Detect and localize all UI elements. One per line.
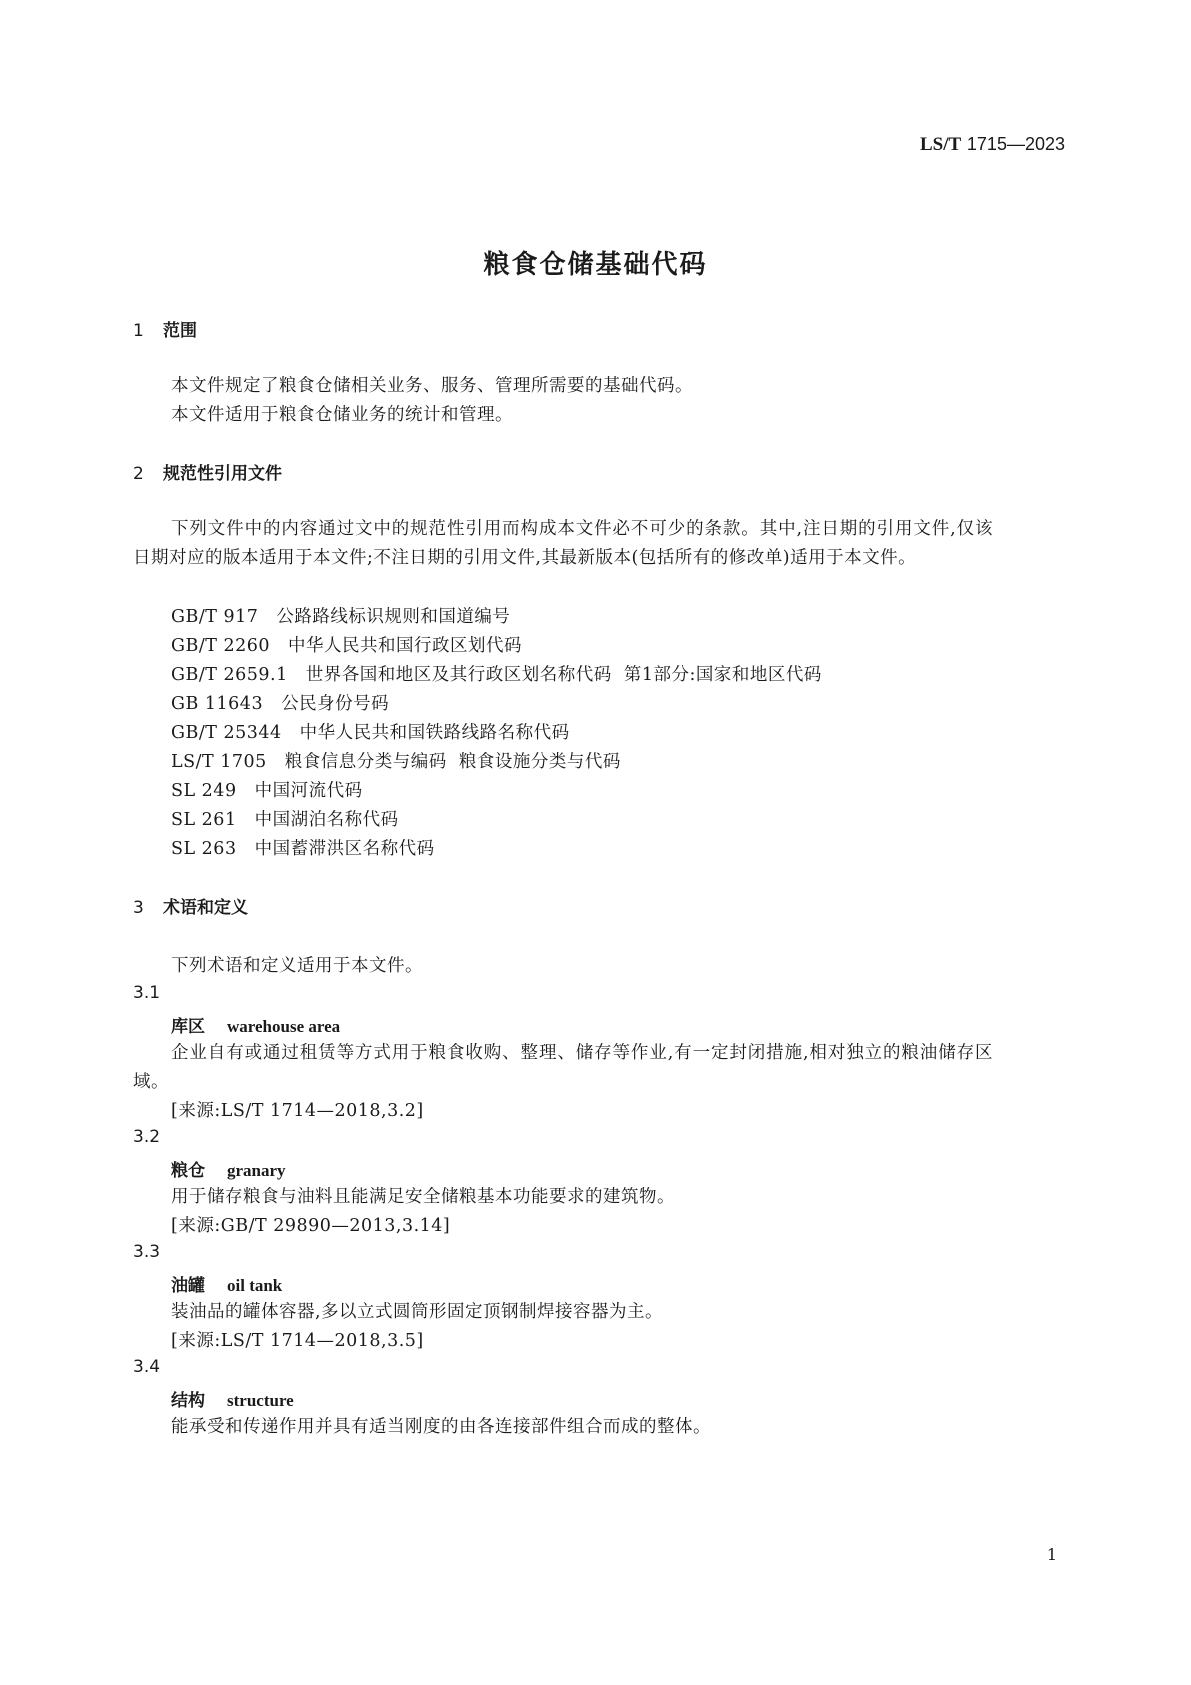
reference-item <box>171 661 822 686</box>
reference-item <box>171 690 389 715</box>
term-en: structure <box>227 1391 294 1410</box>
reference-title: 公民身份号码 <box>281 694 390 714</box>
section-2-heading <box>133 459 282 484</box>
term-heading <box>171 1156 286 1181</box>
term-number: 3.3 <box>133 1242 161 1262</box>
term-number: 3.2 <box>133 1127 161 1147</box>
reference-title: 中华人民共和国铁路线路名称代码 <box>299 723 570 743</box>
term-en: granary <box>227 1161 286 1180</box>
reference-title: 世界各国和地区及其行政区划名称代码 第1部分:国家和地区代码 <box>305 665 822 685</box>
terms-intro: 下列术语和定义适用于本文件。 <box>171 956 423 976</box>
term-zh: 结构 <box>171 1391 205 1411</box>
reference-title: 中国河流代码 <box>254 781 363 801</box>
term-zh: 库区 <box>171 1017 205 1037</box>
term-definition: 装油品的罐体容器,多以立式圆筒形固定顶钢制焊接容器为主。 <box>171 1302 664 1322</box>
reference-item <box>171 719 570 744</box>
section-title: 术语和定义 <box>163 898 248 918</box>
term-zh: 粮仓 <box>171 1161 205 1181</box>
reference-title: 中华人民共和国行政区划代码 <box>288 636 523 656</box>
reference-item <box>171 835 435 860</box>
term-heading <box>171 1012 340 1037</box>
section-title: 范围 <box>163 321 197 341</box>
term-number: 3.4 <box>133 1357 161 1377</box>
paragraph: 本文件适用于粮食仓储业务的统计和管理。 <box>171 405 513 425</box>
reference-title: 粮食信息分类与编码 粮食设施分类与代码 <box>284 752 621 772</box>
term-heading <box>171 1386 294 1411</box>
reference-code: GB/T 2659.1 <box>171 665 288 685</box>
term-definition: 能承受和传递作用并具有适当刚度的由各连接部件组合而成的整体。 <box>171 1417 711 1437</box>
standard-code-number: 1715—2023 <box>966 134 1065 154</box>
document-title: 粮食仓储基础代码 <box>483 250 708 280</box>
reference-code: GB/T 25344 <box>171 723 282 743</box>
reference-code: GB 11643 <box>171 694 264 714</box>
reference-item <box>171 777 363 802</box>
term-definition: 用于储存粮食与油料且能满足安全储粮基本功能要求的建筑物。 <box>171 1187 675 1207</box>
reference-title: 中国蓄滞洪区名称代码 <box>254 839 435 859</box>
section-3-heading <box>133 893 248 918</box>
reference-code: GB/T 2260 <box>171 636 271 656</box>
reference-code: GB/T 917 <box>171 607 259 627</box>
standard-code-prefix: LS/T <box>919 134 962 155</box>
page-number: 1 <box>1046 1545 1057 1564</box>
reference-item <box>171 748 621 773</box>
reference-code: SL 261 <box>171 810 237 830</box>
term-heading <box>171 1271 282 1296</box>
term-zh: 油罐 <box>171 1276 205 1296</box>
reference-item <box>171 603 510 628</box>
reference-title: 公路路线标识规则和国道编号 <box>276 607 511 627</box>
paragraph: 本文件规定了粮食仓储相关业务、服务、管理所需要的基础代码。 <box>171 376 693 396</box>
reference-code: LS/T 1705 <box>171 752 267 772</box>
reference-item <box>171 806 399 831</box>
reference-title: 中国湖泊名称代码 <box>254 810 399 830</box>
term-source: [来源:LS/T 1714—2018,3.5] <box>171 1331 424 1351</box>
normative-references-intro: 下列文件中的内容通过文中的规范性引用而构成本文件必不可少的条款。其中,注日期的引用文件,仅该日期对应的版本适用于本文件;不注日期的引用文件,其最新版本(包括所有的修改单)适用于本文件。 <box>133 519 993 568</box>
term-source: [来源:LS/T 1714—2018,3.2] <box>171 1101 424 1121</box>
term-number: 3.1 <box>133 983 161 1003</box>
term-source: [来源:GB/T 29890—2013,3.14] <box>171 1216 451 1236</box>
section-1-heading <box>133 316 197 341</box>
standard-code <box>920 134 1065 156</box>
section-title: 规范性引用文件 <box>163 464 282 484</box>
reference-code: SL 249 <box>171 781 237 801</box>
term-en: oil tank <box>227 1276 283 1295</box>
term-en: warehouse area <box>227 1017 341 1036</box>
reference-code: SL 263 <box>171 839 237 859</box>
section-number: 3 <box>133 898 144 918</box>
term-definition: 企业自有或通过租赁等方式用于粮食收购、整理、储存等作业,有一定封闭措施,相对独立的粮油储存区域。 <box>133 1043 993 1092</box>
reference-item <box>171 632 522 657</box>
section-number: 1 <box>133 321 144 341</box>
section-number: 2 <box>133 464 144 484</box>
